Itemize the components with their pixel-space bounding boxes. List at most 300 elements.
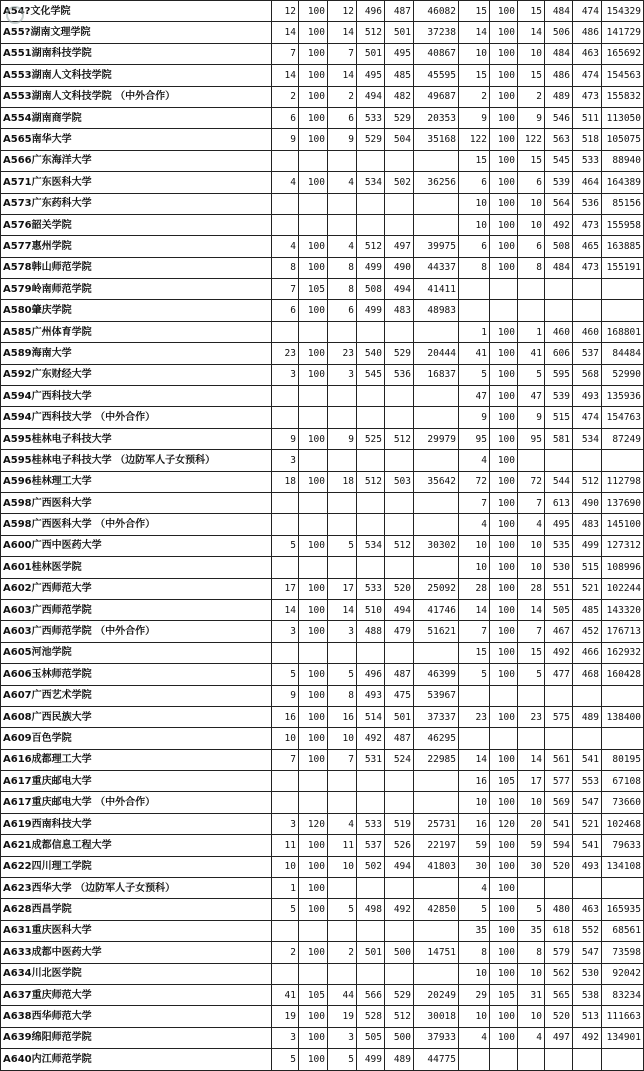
cell-batch2-plan: 15: [459, 150, 490, 171]
cell-batch2-min-rank: [602, 1049, 644, 1070]
cell-batch2-min-rank: 168801: [602, 321, 644, 342]
table-row: [1, 599, 644, 620]
cell-batch2-min-rank: 154563: [602, 65, 644, 86]
cell-batch2-filed: 1: [518, 321, 545, 342]
cell-batch1-plan: 6: [272, 300, 299, 321]
cell-batch2-max-score: [545, 279, 573, 300]
cell-batch2-filed: 20: [518, 813, 545, 834]
cell-batch2-max-score: 505: [545, 599, 573, 620]
cell-batch2-filed: 10: [518, 43, 545, 64]
cell-batch2-min-score: 485: [573, 599, 602, 620]
cell-batch1-min-score: 494: [385, 599, 414, 620]
cell-batch1-max-score: [357, 514, 385, 535]
cell-batch1-min-score: [385, 321, 414, 342]
cell-school-name: A592广东财经大学: [1, 364, 272, 385]
cell-batch2-max-score: 565: [545, 984, 573, 1005]
cell-school-name: A631重庆医科大学: [1, 920, 272, 941]
cell-batch2-filed: 10: [518, 557, 545, 578]
cell-batch2-max-score: 486: [545, 65, 573, 86]
cell-batch1-min-rank: 46399: [414, 664, 459, 685]
cell-batch1-ratio: 100: [299, 364, 328, 385]
cell-batch1-filed: [328, 386, 357, 407]
cell-batch2-filed: 28: [518, 578, 545, 599]
cell-batch1-max-score: 533: [357, 578, 385, 599]
cell-batch2-min-rank: [602, 450, 644, 471]
cell-batch1-min-rank: [414, 963, 459, 984]
table-row: [1, 1027, 644, 1048]
cell-batch2-ratio: [490, 685, 518, 706]
cell-batch2-ratio: 100: [490, 450, 518, 471]
cell-batch2-ratio: 100: [490, 942, 518, 963]
cell-batch1-max-score: 499: [357, 1049, 385, 1070]
cell-batch1-min-rank: 20249: [414, 984, 459, 1005]
cell-batch1-min-rank: 45595: [414, 65, 459, 86]
table-row: [1, 899, 644, 920]
cell-batch1-min-rank: 35168: [414, 129, 459, 150]
cell-batch1-plan: 14: [272, 65, 299, 86]
cell-batch2-min-rank: 87249: [602, 428, 644, 449]
cell-batch2-plan: 14: [459, 749, 490, 770]
table-row: [1, 1006, 644, 1027]
cell-batch1-min-rank: 46295: [414, 728, 459, 749]
cell-batch2-filed: [518, 728, 545, 749]
cell-batch1-max-score: 566: [357, 984, 385, 1005]
cell-batch2-ratio: 100: [490, 599, 518, 620]
cell-batch2-min-rank: 154763: [602, 407, 644, 428]
cell-batch1-min-score: 489: [385, 1049, 414, 1070]
cell-batch1-plan: [272, 514, 299, 535]
cell-batch2-min-rank: 92042: [602, 963, 644, 984]
cell-batch1-min-score: [385, 214, 414, 235]
cell-batch2-filed: [518, 300, 545, 321]
cell-school-name: A609百色学院: [1, 728, 272, 749]
cell-school-name: A551湖南科技学院: [1, 43, 272, 64]
cell-batch2-min-rank: 73660: [602, 792, 644, 813]
cell-batch2-filed: 122: [518, 129, 545, 150]
cell-batch1-plan: [272, 214, 299, 235]
table-row: [1, 65, 644, 86]
cell-batch1-min-score: 524: [385, 749, 414, 770]
cell-school-name: A576韶关学院: [1, 214, 272, 235]
cell-batch2-plan: [459, 300, 490, 321]
cell-batch1-plan: [272, 492, 299, 513]
cell-batch1-ratio: 100: [299, 22, 328, 43]
cell-school-name: A594广西科技大学 （中外合作）: [1, 407, 272, 428]
table-row: [1, 514, 644, 535]
cell-batch2-plan: 7: [459, 492, 490, 513]
cell-batch2-min-score: [573, 878, 602, 899]
cell-batch1-max-score: 514: [357, 706, 385, 727]
cell-batch2-plan: 59: [459, 835, 490, 856]
cell-batch2-min-score: [573, 450, 602, 471]
cell-batch1-min-rank: 42850: [414, 899, 459, 920]
cell-batch2-plan: 10: [459, 557, 490, 578]
cell-batch1-plan: 5: [272, 664, 299, 685]
cell-batch1-min-score: 504: [385, 129, 414, 150]
cell-batch1-filed: 10: [328, 728, 357, 749]
cell-batch1-filed: [328, 963, 357, 984]
cell-batch1-ratio: [299, 214, 328, 235]
cell-batch2-max-score: [545, 728, 573, 749]
cell-batch2-min-score: 512: [573, 471, 602, 492]
cell-batch1-max-score: 508: [357, 279, 385, 300]
cell-batch1-min-rank: 53967: [414, 685, 459, 706]
cell-batch2-min-score: 499: [573, 535, 602, 556]
cell-batch1-filed: 14: [328, 65, 357, 86]
cell-batch2-min-score: 552: [573, 920, 602, 941]
cell-batch2-min-rank: [602, 728, 644, 749]
cell-batch2-min-score: 493: [573, 386, 602, 407]
cell-batch1-min-rank: [414, 150, 459, 171]
cell-batch2-ratio: 100: [490, 1, 518, 22]
cell-batch2-min-rank: 84484: [602, 343, 644, 364]
cell-batch2-min-rank: 102468: [602, 813, 644, 834]
cell-batch2-min-score: 521: [573, 578, 602, 599]
cell-batch2-min-rank: 80195: [602, 749, 644, 770]
cell-batch2-ratio: 100: [490, 749, 518, 770]
cell-batch1-plan: [272, 920, 299, 941]
cell-batch2-min-rank: 155832: [602, 86, 644, 107]
cell-batch1-max-score: [357, 920, 385, 941]
cell-batch1-ratio: 100: [299, 835, 328, 856]
cell-batch1-plan: [272, 557, 299, 578]
cell-school-name: A578韩山师范学院: [1, 257, 272, 278]
cell-batch2-ratio: 100: [490, 150, 518, 171]
cell-batch1-plan: 1: [272, 878, 299, 899]
cell-batch1-ratio: 100: [299, 599, 328, 620]
cell-batch2-filed: 31: [518, 984, 545, 1005]
cell-batch2-max-score: 562: [545, 963, 573, 984]
cell-batch1-min-rank: 41746: [414, 599, 459, 620]
cell-batch2-ratio: 100: [490, 899, 518, 920]
table-row: [1, 193, 644, 214]
cell-batch2-min-score: [573, 728, 602, 749]
cell-batch2-filed: 17: [518, 771, 545, 792]
cell-batch1-plan: 3: [272, 621, 299, 642]
cell-batch1-min-score: 536: [385, 364, 414, 385]
cell-batch1-min-rank: 20444: [414, 343, 459, 364]
cell-batch2-plan: 72: [459, 471, 490, 492]
cell-batch2-plan: 1: [459, 321, 490, 342]
cell-batch2-filed: 4: [518, 1027, 545, 1048]
cell-batch1-ratio: [299, 150, 328, 171]
cell-school-name: A617重庆邮电大学 （中外合作）: [1, 792, 272, 813]
cell-batch1-plan: 10: [272, 728, 299, 749]
cell-batch2-min-score: 473: [573, 86, 602, 107]
cell-batch1-filed: 5: [328, 535, 357, 556]
cell-batch1-ratio: 100: [299, 1, 328, 22]
cell-batch1-plan: [272, 963, 299, 984]
cell-batch2-min-score: 489: [573, 706, 602, 727]
cell-batch2-max-score: 594: [545, 835, 573, 856]
cell-batch2-filed: 8: [518, 257, 545, 278]
cell-batch2-ratio: 100: [490, 1006, 518, 1027]
cell-batch1-min-score: [385, 963, 414, 984]
cell-batch2-plan: 29: [459, 984, 490, 1005]
cell-batch2-max-score: 539: [545, 172, 573, 193]
cell-batch2-ratio: 100: [490, 792, 518, 813]
cell-batch2-ratio: 100: [490, 22, 518, 43]
cell-batch1-filed: 3: [328, 1027, 357, 1048]
cell-batch1-plan: [272, 321, 299, 342]
cell-school-name: A589海南大学: [1, 343, 272, 364]
cell-batch1-max-score: 512: [357, 236, 385, 257]
cell-batch2-ratio: 100: [490, 1027, 518, 1048]
cell-batch2-max-score: 563: [545, 129, 573, 150]
cell-batch2-min-rank: 85156: [602, 193, 644, 214]
cell-batch1-plan: 16: [272, 706, 299, 727]
cell-batch1-min-rank: [414, 492, 459, 513]
cell-batch2-min-score: 534: [573, 428, 602, 449]
cell-batch1-min-score: 475: [385, 685, 414, 706]
cell-school-name: A622四川理工学院: [1, 856, 272, 877]
cell-batch1-filed: [328, 407, 357, 428]
cell-batch2-filed: 5: [518, 664, 545, 685]
cell-batch1-min-rank: 48983: [414, 300, 459, 321]
cell-batch2-plan: 5: [459, 899, 490, 920]
cell-batch1-ratio: 100: [299, 43, 328, 64]
cell-batch1-max-score: 496: [357, 664, 385, 685]
cell-batch2-filed: [518, 279, 545, 300]
cell-batch1-ratio: [299, 920, 328, 941]
cell-batch1-min-score: [385, 492, 414, 513]
cell-batch2-plan: [459, 728, 490, 749]
cell-batch1-min-rank: [414, 193, 459, 214]
cell-batch2-filed: 9: [518, 107, 545, 128]
cell-batch2-ratio: 100: [490, 557, 518, 578]
cell-batch2-min-rank: [602, 878, 644, 899]
cell-school-name: A623西华大学 （边防军人子女预科）: [1, 878, 272, 899]
cell-batch2-min-score: 466: [573, 642, 602, 663]
cell-batch1-ratio: 100: [299, 899, 328, 920]
cell-batch2-plan: 122: [459, 129, 490, 150]
cell-batch2-plan: 10: [459, 535, 490, 556]
cell-batch1-ratio: [299, 771, 328, 792]
cell-batch2-plan: 4: [459, 514, 490, 535]
cell-batch2-ratio: 100: [490, 364, 518, 385]
cell-batch2-filed: 10: [518, 963, 545, 984]
cell-batch1-min-rank: 44775: [414, 1049, 459, 1070]
cell-batch2-max-score: 495: [545, 514, 573, 535]
cell-batch1-max-score: 531: [357, 749, 385, 770]
cell-batch2-min-score: 493: [573, 856, 602, 877]
cell-school-name: A608广西民族大学: [1, 706, 272, 727]
cell-school-name: A595桂林电子科技大学 （边防军人子女预科）: [1, 450, 272, 471]
cell-batch1-min-score: 495: [385, 43, 414, 64]
cell-batch1-max-score: [357, 557, 385, 578]
cell-batch2-min-rank: 102244: [602, 578, 644, 599]
cell-batch1-max-score: 499: [357, 257, 385, 278]
cell-batch2-plan: 5: [459, 364, 490, 385]
table-row: [1, 150, 644, 171]
cell-batch1-ratio: [299, 514, 328, 535]
cell-batch2-max-score: [545, 300, 573, 321]
cell-batch1-min-rank: 49687: [414, 86, 459, 107]
cell-batch1-max-score: 540: [357, 343, 385, 364]
cell-batch2-ratio: 100: [490, 835, 518, 856]
cell-batch1-plan: 9: [272, 685, 299, 706]
cell-batch1-max-score: 537: [357, 835, 385, 856]
table-row: [1, 706, 644, 727]
table-row: [1, 364, 644, 385]
cell-batch2-plan: 95: [459, 428, 490, 449]
cell-batch2-min-rank: 83234: [602, 984, 644, 1005]
cell-batch2-min-score: 533: [573, 150, 602, 171]
cell-batch2-filed: 10: [518, 214, 545, 235]
cell-batch1-ratio: 100: [299, 107, 328, 128]
cell-batch2-min-rank: 154329: [602, 1, 644, 22]
cell-batch2-max-score: 595: [545, 364, 573, 385]
cell-batch1-ratio: 100: [299, 578, 328, 599]
cell-batch1-ratio: 100: [299, 942, 328, 963]
cell-school-name: A571广东医科大学: [1, 172, 272, 193]
cell-batch1-max-score: 499: [357, 300, 385, 321]
cell-batch2-plan: 16: [459, 813, 490, 834]
cell-batch1-max-score: 498: [357, 899, 385, 920]
cell-batch1-min-score: 500: [385, 1027, 414, 1048]
cell-batch1-min-score: [385, 642, 414, 663]
cell-batch2-max-score: 539: [545, 386, 573, 407]
cell-batch2-min-rank: 134901: [602, 1027, 644, 1048]
cell-batch2-max-score: 535: [545, 535, 573, 556]
cell-batch2-ratio: 100: [490, 343, 518, 364]
cell-batch1-max-score: [357, 386, 385, 407]
cell-batch2-min-score: 530: [573, 963, 602, 984]
cell-batch1-min-score: [385, 193, 414, 214]
cell-batch1-filed: 2: [328, 942, 357, 963]
table-row: [1, 728, 644, 749]
cell-batch1-ratio: [299, 492, 328, 513]
cell-batch2-max-score: 561: [545, 749, 573, 770]
cell-batch2-ratio: 100: [490, 535, 518, 556]
cell-batch1-min-score: 482: [385, 86, 414, 107]
table-row: [1, 771, 644, 792]
cell-school-name: A628西昌学院: [1, 899, 272, 920]
cell-batch1-plan: 9: [272, 129, 299, 150]
cell-school-name: A585广州体育学院: [1, 321, 272, 342]
cell-batch2-max-score: [545, 878, 573, 899]
cell-batch2-plan: [459, 685, 490, 706]
cell-school-name: A601桂林医学院: [1, 557, 272, 578]
cell-batch1-max-score: [357, 193, 385, 214]
cell-batch2-plan: 6: [459, 172, 490, 193]
table-row: [1, 257, 644, 278]
cell-batch1-min-rank: [414, 642, 459, 663]
cell-batch2-min-score: 538: [573, 984, 602, 1005]
cell-batch1-max-score: 534: [357, 172, 385, 193]
cell-school-name: A617重庆邮电大学: [1, 771, 272, 792]
cell-batch2-max-score: 520: [545, 1006, 573, 1027]
cell-batch2-max-score: 484: [545, 257, 573, 278]
table-row: [1, 535, 644, 556]
cell-batch1-min-rank: [414, 557, 459, 578]
cell-batch2-min-score: 541: [573, 749, 602, 770]
cell-batch1-max-score: 545: [357, 364, 385, 385]
cell-batch1-min-score: [385, 878, 414, 899]
cell-batch2-filed: 10: [518, 792, 545, 813]
cell-batch1-min-score: 512: [385, 428, 414, 449]
cell-batch2-max-score: 492: [545, 642, 573, 663]
cell-batch1-filed: 23: [328, 343, 357, 364]
cell-batch2-min-score: 474: [573, 65, 602, 86]
cell-batch1-filed: [328, 321, 357, 342]
cell-batch2-min-score: 537: [573, 343, 602, 364]
table-row: [1, 642, 644, 663]
cell-school-name: A596桂林理工大学: [1, 471, 272, 492]
cell-school-name: A577惠州学院: [1, 236, 272, 257]
cell-batch2-min-rank: [602, 279, 644, 300]
cell-batch1-min-rank: [414, 792, 459, 813]
cell-batch1-ratio: 100: [299, 172, 328, 193]
cell-batch2-min-rank: 176713: [602, 621, 644, 642]
cell-school-name: A603广西师范学院 （中外合作）: [1, 621, 272, 642]
cell-batch1-max-score: 501: [357, 43, 385, 64]
cell-batch1-min-rank: 39975: [414, 236, 459, 257]
cell-school-name: A616成都理工大学: [1, 749, 272, 770]
cell-batch1-max-score: 496: [357, 1, 385, 22]
cell-batch1-min-rank: [414, 214, 459, 235]
cell-batch2-filed: 10: [518, 1006, 545, 1027]
cell-batch2-min-rank: 67108: [602, 771, 644, 792]
cell-batch1-plan: 8: [272, 257, 299, 278]
cell-batch1-min-score: [385, 450, 414, 471]
cell-batch1-min-score: 501: [385, 22, 414, 43]
cell-batch1-ratio: 100: [299, 878, 328, 899]
cell-batch1-filed: 14: [328, 599, 357, 620]
cell-batch2-filed: 5: [518, 364, 545, 385]
cell-batch2-min-rank: 138400: [602, 706, 644, 727]
cell-batch1-filed: [328, 193, 357, 214]
cell-batch1-min-score: 501: [385, 706, 414, 727]
cell-batch2-ratio: 100: [490, 706, 518, 727]
cell-batch2-min-rank: 105075: [602, 129, 644, 150]
cell-batch1-min-rank: 41803: [414, 856, 459, 877]
cell-batch2-max-score: 546: [545, 107, 573, 128]
cell-school-name: A573广东药科大学: [1, 193, 272, 214]
cell-batch2-plan: 10: [459, 214, 490, 235]
cell-batch2-plan: 15: [459, 65, 490, 86]
cell-batch1-plan: 3: [272, 450, 299, 471]
cell-batch2-min-score: 515: [573, 557, 602, 578]
cell-batch2-filed: 41: [518, 343, 545, 364]
cell-batch2-plan: 6: [459, 236, 490, 257]
cell-batch2-min-rank: 112798: [602, 471, 644, 492]
cell-batch2-ratio: 100: [490, 129, 518, 150]
cell-batch1-min-score: 479: [385, 621, 414, 642]
cell-batch1-max-score: [357, 150, 385, 171]
cell-batch1-min-score: 494: [385, 856, 414, 877]
cell-batch2-max-score: 477: [545, 664, 573, 685]
cell-batch2-filed: 6: [518, 172, 545, 193]
cell-batch2-min-score: 541: [573, 835, 602, 856]
cell-batch1-plan: 5: [272, 535, 299, 556]
cell-batch2-ratio: 100: [490, 43, 518, 64]
cell-batch2-ratio: 100: [490, 214, 518, 235]
cell-batch2-min-rank: 163885: [602, 236, 644, 257]
cell-batch1-min-score: [385, 386, 414, 407]
cell-batch2-ratio: 100: [490, 193, 518, 214]
cell-batch2-max-score: 581: [545, 428, 573, 449]
table-row: [1, 214, 644, 235]
cell-batch2-plan: 16: [459, 771, 490, 792]
cell-batch1-ratio: 100: [299, 1006, 328, 1027]
cell-batch1-min-score: 490: [385, 257, 414, 278]
cell-batch1-min-score: 487: [385, 664, 414, 685]
cell-batch1-filed: 4: [328, 236, 357, 257]
cell-batch2-max-score: 515: [545, 407, 573, 428]
cell-batch1-filed: 8: [328, 685, 357, 706]
cell-batch1-min-score: 512: [385, 535, 414, 556]
